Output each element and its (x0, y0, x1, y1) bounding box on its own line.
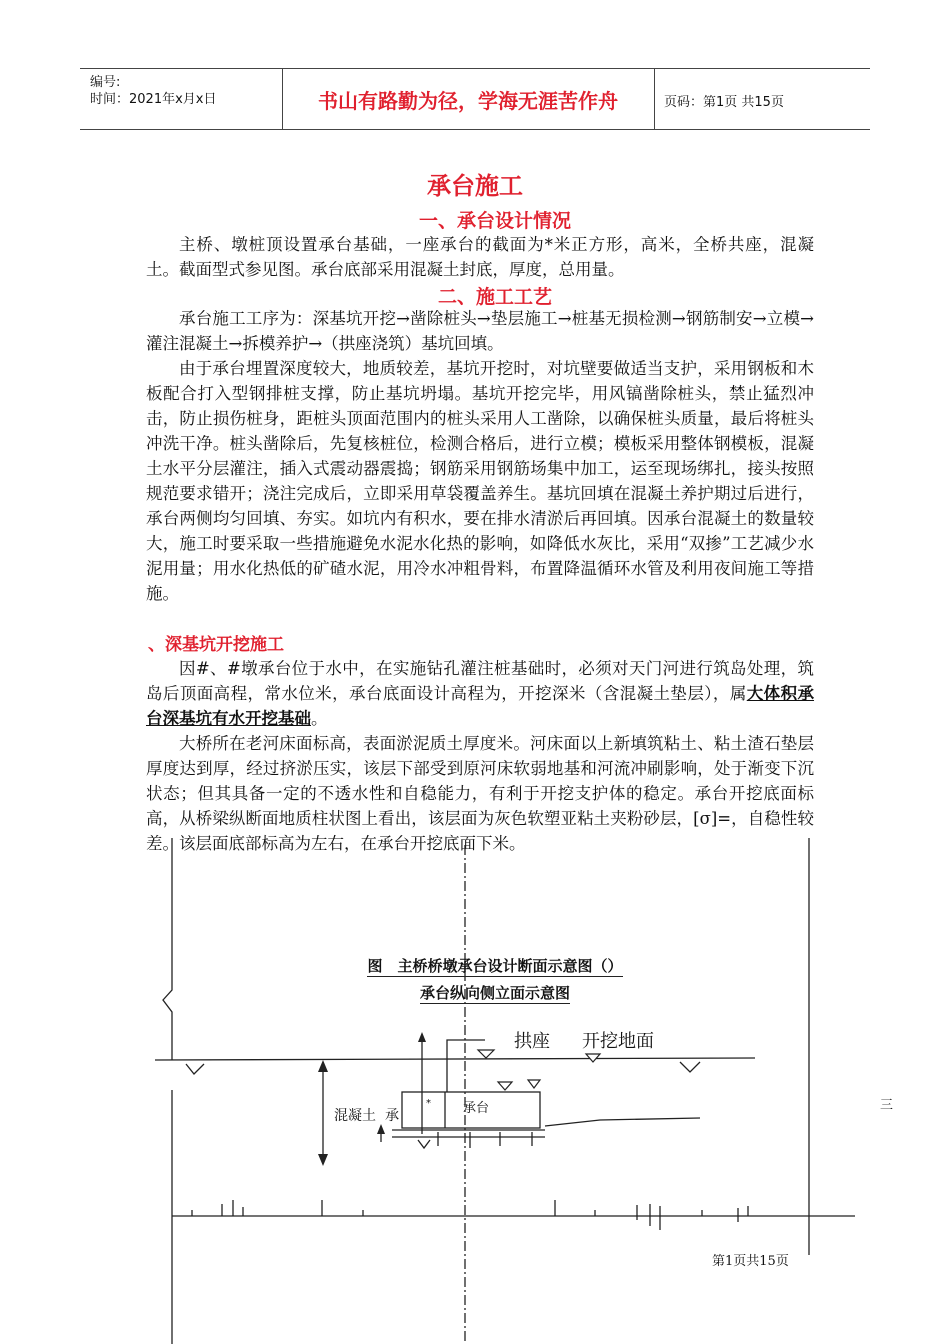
label-arch-seat: 拱座 (514, 1031, 550, 1052)
subsection-heading-excavation: 、深基坑开挖施工 (148, 635, 284, 655)
arch-pedestal (447, 1040, 485, 1092)
label-concrete: 混凝土 (334, 1108, 376, 1124)
section-heading-process: 二、施工工艺 (437, 286, 552, 308)
left-wall-line (163, 838, 172, 1060)
number-label: 编号: (90, 75, 121, 90)
section-heading-design: 一、承台设计情况 (418, 210, 571, 232)
header-page-info: 页码：第1页 共15页 (664, 95, 784, 110)
header-motto: 书山有路勤为径，学海无涯苦作舟 (318, 88, 618, 113)
figure-caption-2 (0, 982, 950, 1003)
time-label: 时间：2021年x月x日 (90, 92, 217, 107)
river-bed-line (545, 1118, 700, 1126)
excavation-text-end: 。 (311, 709, 328, 728)
label-pile-cap: 承台 (463, 1101, 490, 1116)
label-star: * (426, 1098, 431, 1109)
process-detail-text: 由于承台埋置深度较大，地质较差，基坑开挖时，对坑壁要做适当支护，采用钢板和木板配合打入型钢排桩支撑，防止基坑坍塌。基坑开挖完毕，用风镐凿除桩头，禁止猛烈冲击，防止损伤桩身，距桩头顶面范围内的桩头采用人工凿除，以确保桩头质量，最后将桩头冲洗干净。桩头凿除后，先复核桩位，检测合格后，进行立模；模板采用整体钢模板，混凝土水平分层灌注，插入式震动器震捣；钢筋采用钢筋场集中加工，运至现场绑扎，接头按照规范要求错开；浇注完成后，立即采用草袋覆盖养生。基坑回填在混凝土养护期过后进行，承台两侧均匀回填、夯实。如坑内有积水，要在排水清淤后再回填。因承台混凝土的数量较大，施工时要采取一些措施避免水泥水化热的影响，如降低水灰比，采用“双掺”工艺减少水泥用量；用水化热低的矿碴水泥，用冷水冲粗骨料，布置降温循环水管及利用夜间施工等措施。 (146, 359, 814, 603)
excavation-ground-line (155, 1058, 755, 1060)
document-title: 承台施工 (427, 172, 523, 200)
figure-caption-1-text: 图 主桥桥墩承台设计断面示意图（） (367, 957, 623, 975)
figure-caption-1 (0, 955, 950, 976)
section-design-text: 主桥、墩桩顶设置承台基础，一座承台的截面为*米正方形，高米，全桥共座，混凝土。截面型式参见图。承台底部采用混凝土封底，厚度，总用量。 (146, 235, 814, 279)
figure-caption-2-text: 承台纵向侧立面示意图 (419, 984, 570, 1002)
excavation-text-start: 因#、#墩承台位于水中，在实施钻孔灌注桩基础时，必须对天门河进行筑岛处理，筑岛后顶面高程，常水位米，承台底面设计高程为，开挖深米（含混凝土垫层），属 (146, 659, 814, 703)
process-sequence-text: 承台施工工序为：深基坑开挖→凿除桩头→垫层施工→桩基无损检测→钢筋制安→立模→灌注混凝土→拆模养护→（拱座浇筑）基坑回填。 (146, 309, 814, 353)
excavation-emphasis: 大体积承台深基坑有水开挖基础 (146, 684, 815, 728)
label-side-mark: 三 (880, 1098, 894, 1113)
label-excavation-ground: 开挖地面 (582, 1031, 654, 1052)
excavation-para-2: 大桥所在老河床面标高，表面淤泥质土厚度米。河床面以上新填筑粘土、粘土渣石垫层厚度达到厚，经过挤淤压实，该层下部受到原河床软弱地基和河流冲刷影响，处于渐变下沉状态；但其具备一定的不透水性和自稳能力，有利于开挖支护体的稳定。承台开挖底面标高，从桥梁纵断面地质柱状图上看出，该层面为灰色软塑亚粘土夹粉砂层，[σ]=，自稳性较差。该层面底部标高为左右，在承台开挖底面下米。 (146, 734, 814, 853)
page-footer: 第1页共15页 (712, 1254, 789, 1269)
label-cheng: 承 (385, 1108, 399, 1124)
